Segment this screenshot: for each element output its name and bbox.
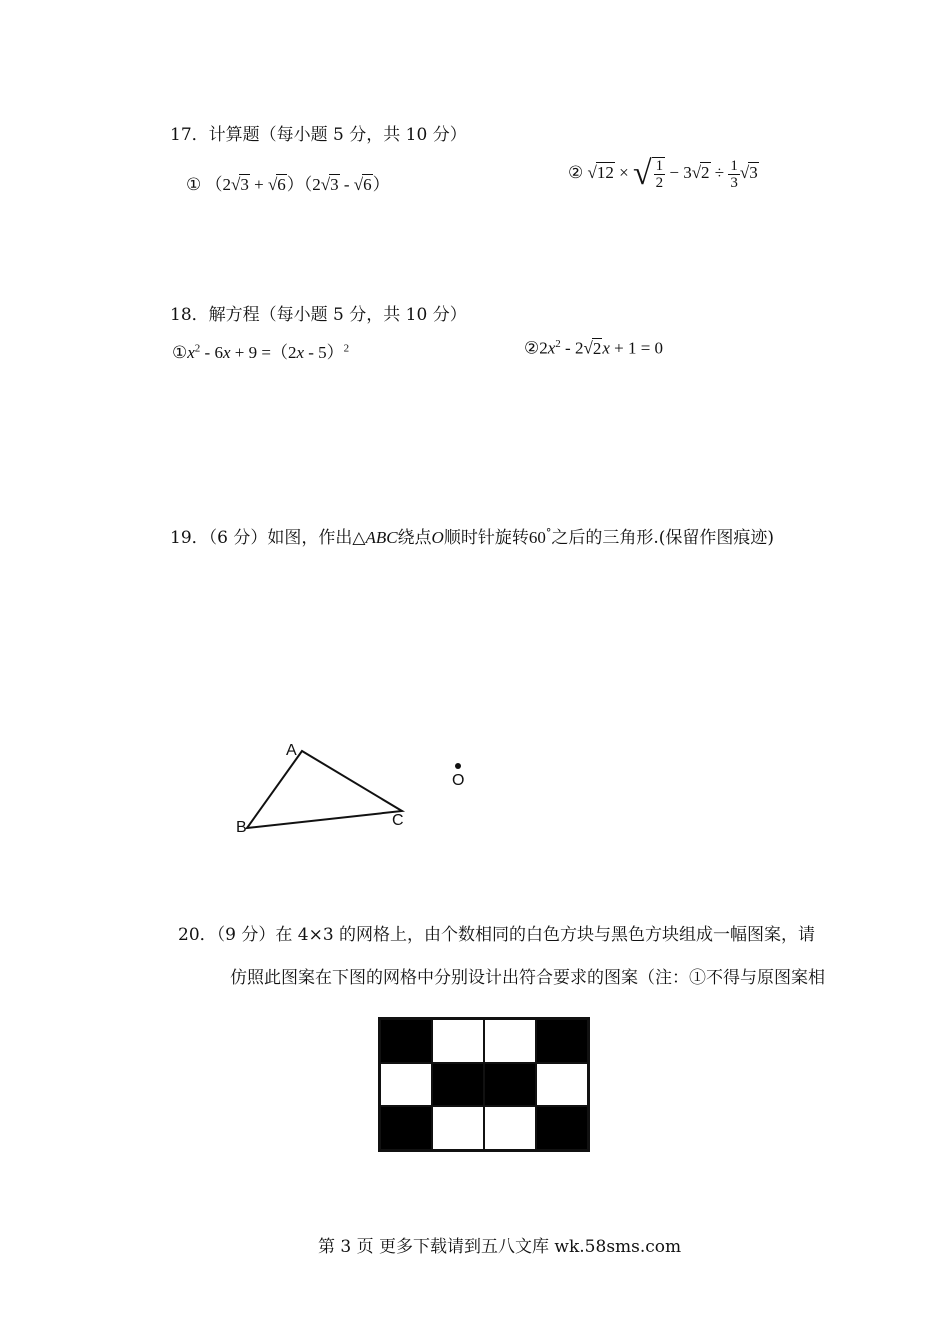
- q19-text: 19．（6 分）如图，作出△ABC绕点O顺时针旋转60°之后的三角形.(保留作图痕迹): [170, 526, 774, 548]
- grid-cell-white: [432, 1019, 484, 1063]
- grid-cell-white: [380, 1063, 432, 1107]
- grid-cell-black: [536, 1019, 588, 1063]
- grid-cell-white: [484, 1106, 536, 1150]
- item-marker: ②: [568, 162, 584, 182]
- fraction-third: $\frac{1}{3}$: [730, 157, 738, 191]
- grid-cell-white: [484, 1019, 536, 1063]
- q20-line-2: 仿照此图案在下图的网格中分别设计出符合要求的图案（注：①不得与原图案相: [230, 968, 825, 988]
- label-c: C: [392, 812, 404, 829]
- q20-line-1: 20．（9 分）在 4×3 的网格上，由个数相同的白色方块与黑色方块组成一幅图案，请: [178, 925, 816, 945]
- grid-cell-black: [380, 1019, 432, 1063]
- triangle-figure: [220, 730, 500, 840]
- item-marker: ①: [172, 343, 188, 362]
- q18-title: 18．解方程（每小题 5 分，共 10 分）: [170, 305, 467, 325]
- q17-title: 17．计算题（每小题 5 分，共 10 分）: [170, 125, 467, 145]
- item-marker: ①: [186, 175, 202, 194]
- grid-cell-white: [536, 1063, 588, 1107]
- fraction-half: $\frac{1}{2}$: [655, 158, 664, 191]
- point-o: [455, 763, 461, 769]
- triangle-abc: [247, 751, 402, 828]
- grid-cell-black: [432, 1063, 484, 1107]
- label-o: O: [452, 772, 465, 789]
- grid-cell-black: [380, 1106, 432, 1150]
- pattern-grid: [378, 1017, 590, 1152]
- q17-expression-1: ① （2√3 + √6）（2√3 - √6）: [186, 175, 390, 194]
- grid-cell-black: [536, 1106, 588, 1150]
- label-b: B: [236, 819, 247, 836]
- page-footer: 第 3 页 更多下载请到五八文库 wk.58sms.com: [318, 1237, 682, 1257]
- q18-equation-1: $①x^2 - 6x + 9 =(2x - 5)^2$: [172, 342, 350, 362]
- item-marker: ②: [524, 338, 540, 358]
- grid-cell-white: [432, 1106, 484, 1150]
- grid-cell-black: [484, 1063, 536, 1107]
- label-a: A: [286, 742, 297, 759]
- q18-equation-2: $②2x^2 - 2√2x + 1 = 0$: [524, 338, 664, 358]
- q17-expression-2: ② √12 × √ $\frac{1}{2}$ − 3√2 ÷ $\frac{1}{3}$ √3: [568, 155, 758, 192]
